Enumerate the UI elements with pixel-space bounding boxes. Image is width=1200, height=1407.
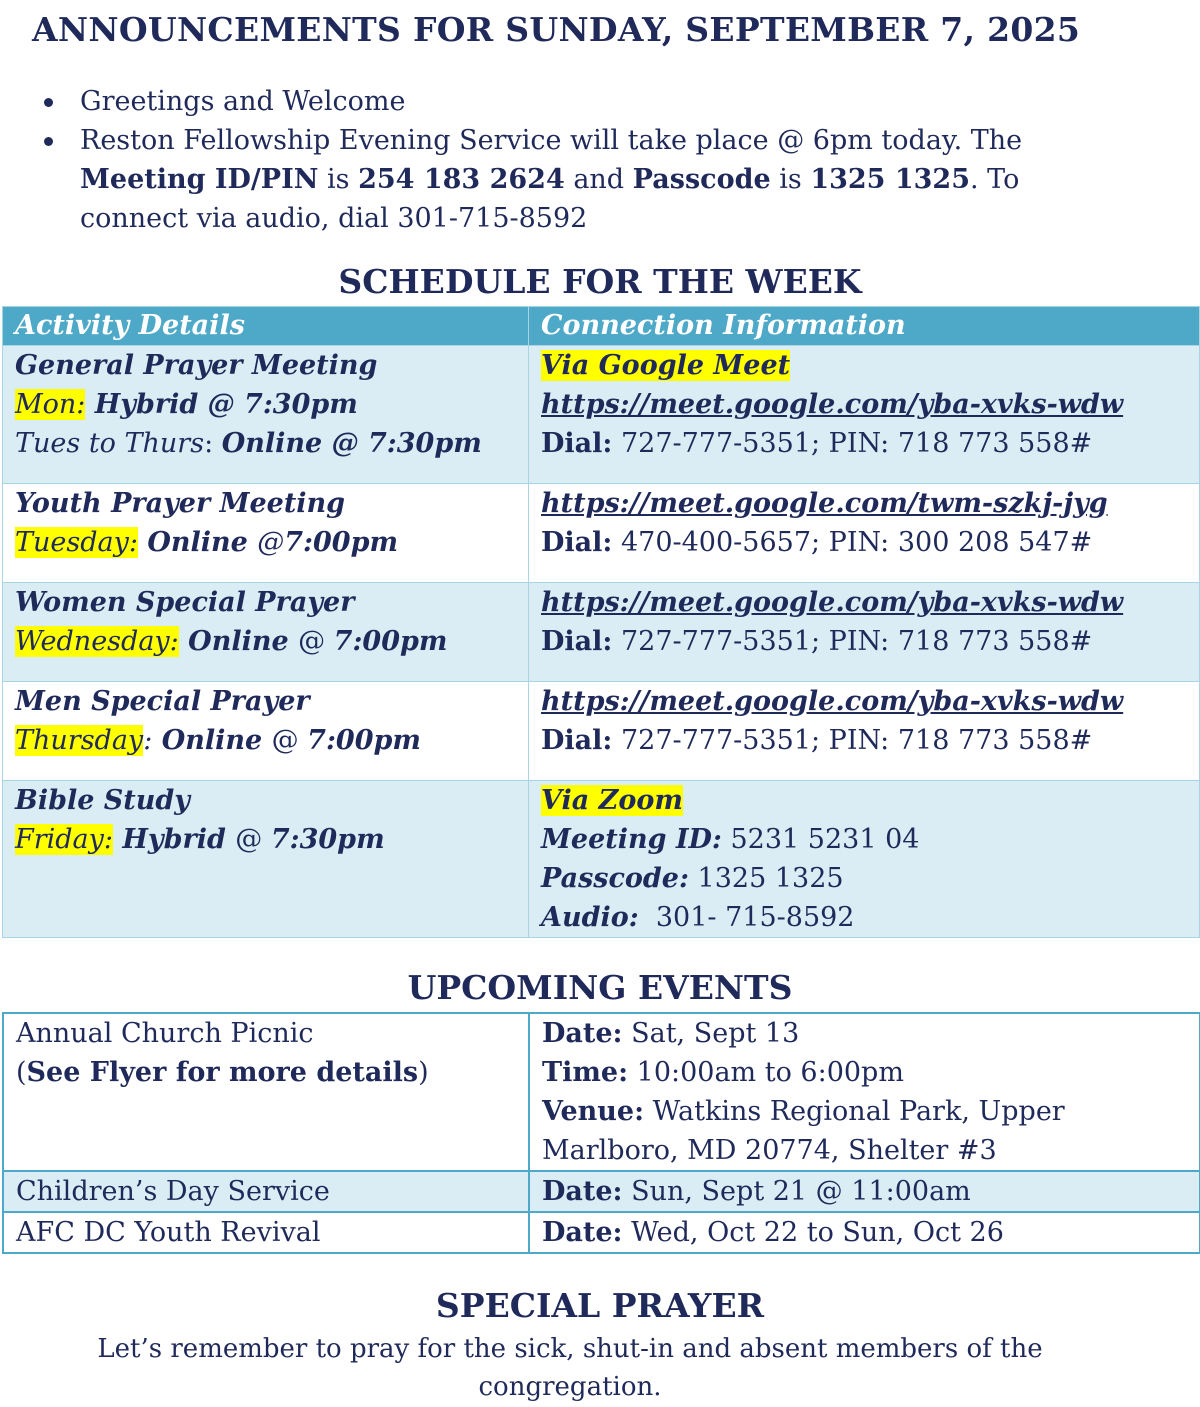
announcements-list — [0, 82, 1200, 238]
time-detail: 7:00pm — [307, 725, 421, 756]
table-row — [3, 682, 1200, 781]
day-label: Tuesday: — [15, 527, 138, 558]
activity-cell: Bible Study Friday: Hybrid @ 7:30pm — [3, 781, 529, 938]
activity-cell: Women Special Prayer Wednesday: Online @ 7:00pm — [3, 583, 529, 682]
event-time: 10:00am to 6:00pm — [628, 1057, 904, 1088]
meeting-id-label: Meeting ID/PIN — [80, 164, 319, 195]
zoom-meeting-id: 5231 5231 04 — [721, 824, 920, 855]
column-header-activity: Activity Details — [3, 307, 529, 346]
table-row — [3, 346, 1200, 484]
column-header-connection: Connection Information — [529, 307, 1200, 346]
announcement-item — [0, 82, 1200, 121]
connection-cell: Via Zoom Meeting ID: 5231 5231 04 Passcode: 1325 1325 Audio: 301- 715-8592 — [529, 781, 1200, 938]
activity-title: Youth Prayer Meeting — [15, 488, 346, 519]
event-date: Sat, Sept 13 — [622, 1018, 800, 1049]
time-detail: 7:00pm — [333, 626, 448, 657]
schedule-heading: SCHEDULE FOR THE WEEK — [338, 262, 862, 301]
zoom-audio: 301- 715-8592 — [638, 902, 855, 933]
connection-cell: https://meet.google.com/twm-szkj-jyg Dial: 470-400-5657; PIN: 300 208 547# — [529, 484, 1200, 583]
connection-cell: Via Google Meet https://meet.google.com/yba-xvks-wdw Dial: 727-777-5351; PIN: 718 773 558# — [529, 346, 1200, 484]
time-detail: 7:30pm — [270, 824, 385, 855]
event-row — [3, 1171, 1200, 1212]
activity-title: Bible Study — [15, 785, 190, 816]
prayer-heading: SPECIAL PRAYER — [435, 1286, 765, 1325]
event-date: Wed, Oct 22 to Sun, Oct 26 — [622, 1217, 1004, 1248]
event-name: AFC DC Youth Revival — [3, 1212, 529, 1253]
activity-title: Men Special Prayer — [15, 686, 310, 717]
time-detail: 7:00pm — [284, 527, 399, 558]
schedule-table — [2, 306, 1200, 938]
connection-cell: https://meet.google.com/yba-xvks-wdw Dial: 727-777-5351; PIN: 718 773 558# — [529, 583, 1200, 682]
activity-title: Women Special Prayer — [15, 587, 355, 618]
bullet-icon — [44, 137, 53, 146]
day-label: Tues to Thurs — [15, 428, 205, 459]
event-name-cell: Annual Church Picnic (See Flyer for more details) — [3, 1013, 529, 1171]
flyer-note: See Flyer for more details — [26, 1057, 419, 1088]
table-row — [3, 484, 1200, 583]
meet-link[interactable]: https://meet.google.com/yba-xvks-wdw — [541, 686, 1124, 717]
table-row — [3, 781, 1200, 938]
event-name: Annual Church Picnic — [16, 1018, 314, 1049]
dial-info: 727-777-5351; PIN: 718 773 558# — [612, 428, 1093, 459]
page-title: ANNOUNCEMENTS FOR SUNDAY, SEPTEMBER 7, 2025 — [32, 10, 1081, 49]
day-label: Wednesday: — [15, 626, 179, 657]
platform-label: Via Zoom — [541, 785, 683, 816]
passcode-label: Passcode — [632, 164, 771, 195]
activity-cell: Youth Prayer Meeting Tuesday: Online @7:00pm — [3, 484, 529, 583]
greeting-text: Greetings and Welcome — [80, 86, 406, 117]
dial-info: 727-777-5351; PIN: 718 773 558# — [612, 626, 1093, 657]
meet-link[interactable]: https://meet.google.com/yba-xvks-wdw — [541, 587, 1124, 618]
table-row — [3, 583, 1200, 682]
meet-link[interactable]: https://meet.google.com/yba-xvks-wdw — [541, 389, 1124, 420]
event-date: Sun, Sept 21 @ 11:00am — [622, 1176, 971, 1207]
event-info-cell: Date: Sun, Sept 21 @ 11:00am — [529, 1171, 1200, 1212]
passcode-value: 1325 1325 — [810, 164, 971, 195]
zoom-passcode: 1325 1325 — [688, 863, 844, 894]
event-row — [3, 1212, 1200, 1253]
bullet-icon — [44, 98, 53, 107]
day-label: Thursday — [15, 725, 144, 756]
time-detail: Online @ 7:30pm — [221, 428, 482, 459]
event-name: Children’s Day Service — [3, 1171, 529, 1212]
meeting-id-value: 254 183 2624 — [358, 164, 565, 195]
activity-title: General Prayer Meeting — [15, 350, 378, 381]
announcement-item — [0, 121, 1200, 238]
meet-link[interactable]: https://meet.google.com/twm-szkj-jyg — [541, 488, 1108, 519]
event-venue: Watkins Regional Park, Upper Marlboro, MD 20774, Shelter #3 — [542, 1096, 1065, 1166]
platform-label: Via Google Meet — [541, 350, 791, 381]
event-info-cell: Date: Wed, Oct 22 to Sun, Oct 26 — [529, 1212, 1200, 1253]
service-text: Reston Fellowship Evening Service will take place @ 6pm today. The Meeting ID/PIN is 254 183 2624 and Passcode is 1325 1325. To connect via audio, dial 301-715-8592 — [80, 125, 1023, 234]
time-detail: Hybrid @ 7:30pm — [85, 389, 358, 420]
event-info-cell: Date: Sat, Sept 13 Time: 10:00am to 6:00pm Venue: Watkins Regional Park, Upper Marlboro, MD 20774, Shelter #3 — [529, 1013, 1200, 1171]
events-heading: UPCOMING EVENTS — [407, 968, 793, 1007]
activity-cell: General Prayer Meeting Mon: Hybrid @ 7:30pm Tues to Thurs: Online @ 7:30pm — [3, 346, 529, 484]
event-row — [3, 1013, 1200, 1171]
dial-info: 727-777-5351; PIN: 718 773 558# — [612, 725, 1093, 756]
dial-info: 470-400-5657; PIN: 300 208 547# — [612, 527, 1093, 558]
prayer-text: Let’s remember to pray for the sick, shut-in and absent members of the congregation. — [97, 1334, 1043, 1402]
day-label: Mon: — [15, 389, 86, 420]
schedule-header-row — [3, 307, 1200, 346]
events-table — [2, 1012, 1200, 1254]
activity-cell: Men Special Prayer Thursday: Online @ 7:00pm — [3, 682, 529, 781]
connection-cell: https://meet.google.com/yba-xvks-wdw Dial: 727-777-5351; PIN: 718 773 558# — [529, 682, 1200, 781]
day-label: Friday: — [15, 824, 114, 855]
